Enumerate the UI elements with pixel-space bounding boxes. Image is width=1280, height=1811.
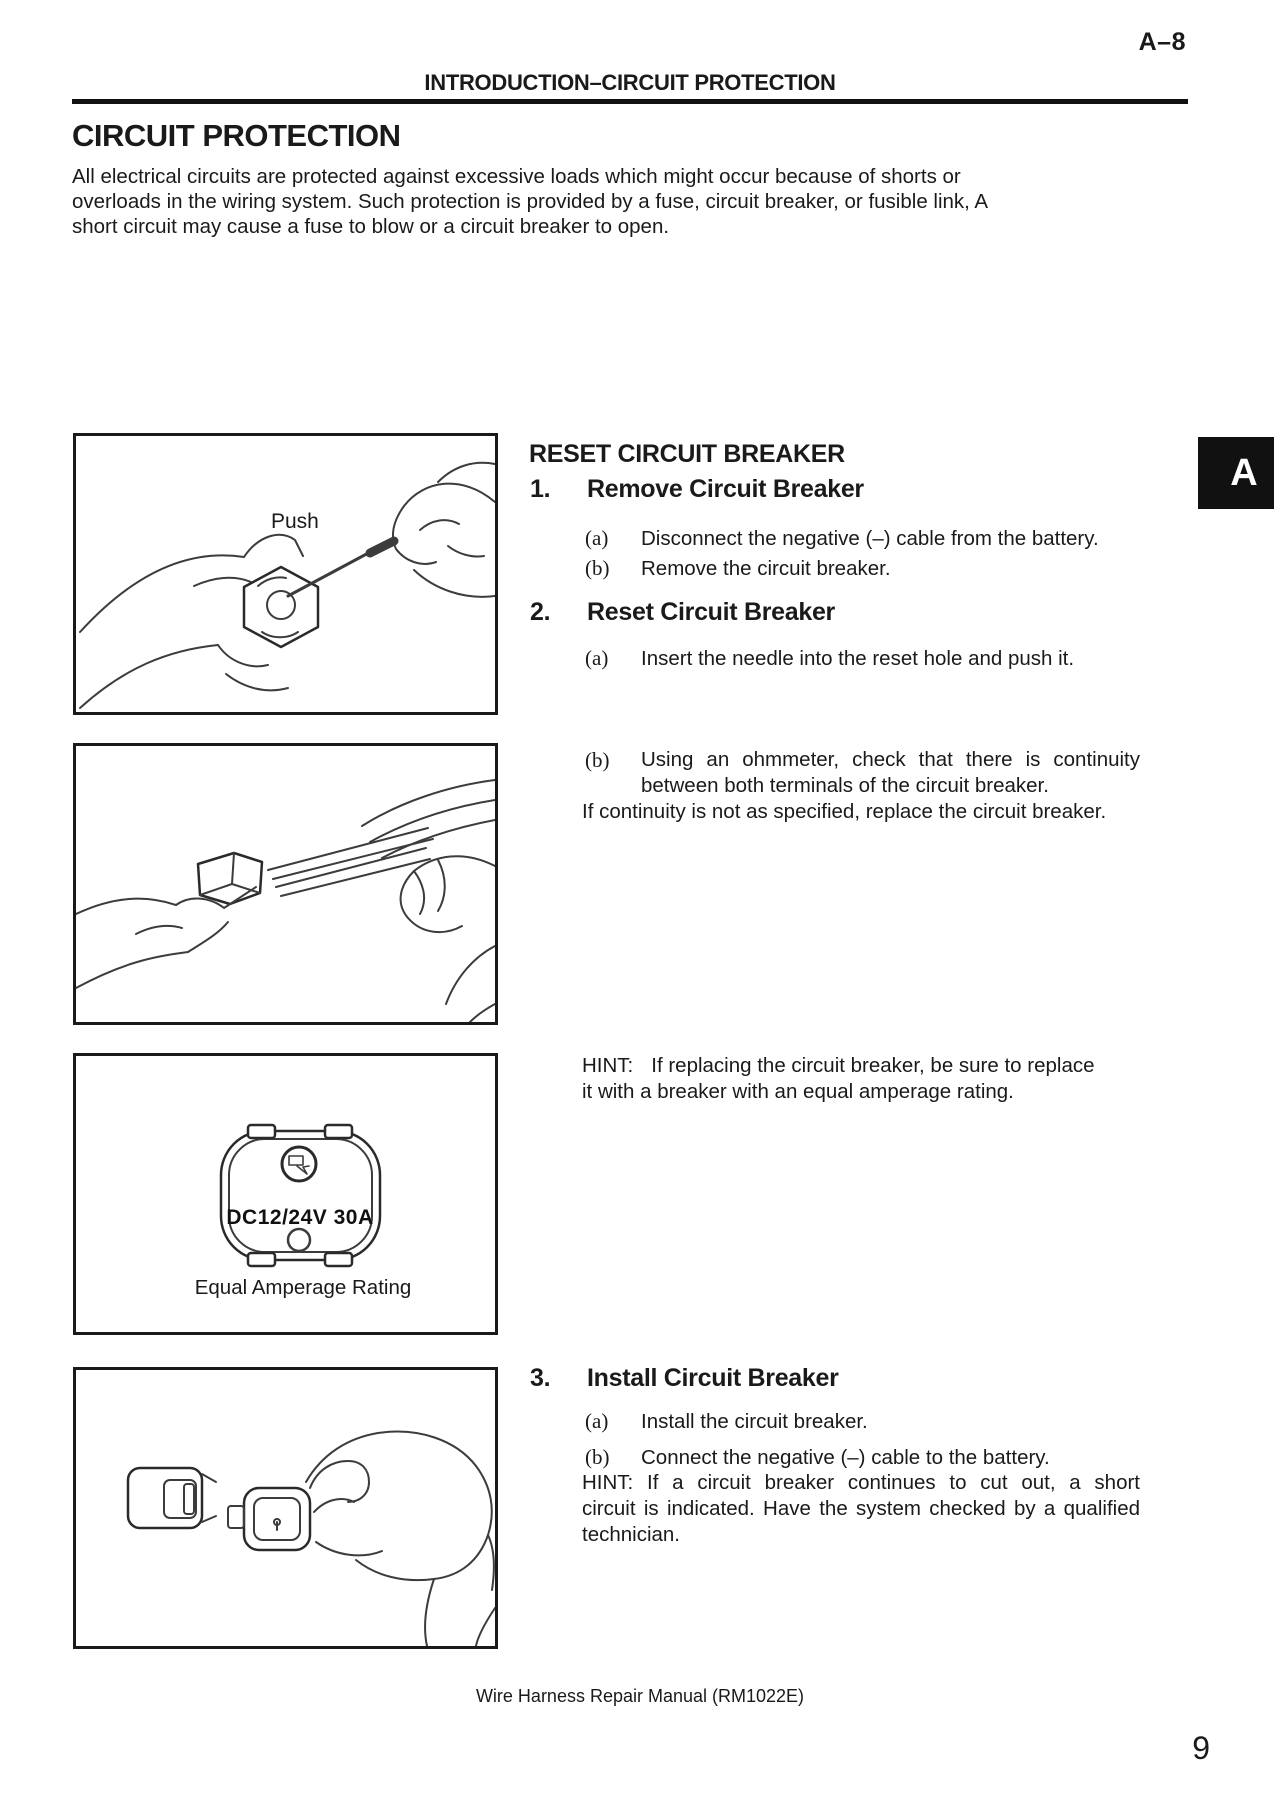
- figure-box-reset-push: [73, 433, 498, 715]
- hint-cutout-line-1: [582, 1470, 1140, 1496]
- step-1-item-b-label: (b): [585, 556, 610, 580]
- figure-box-amperage-rating: [73, 1053, 498, 1335]
- step-1-title: [530, 474, 864, 504]
- install-illustration: [76, 1370, 495, 1646]
- hint-replace-label: HINT:: [582, 1054, 634, 1077]
- intro-paragraph: [72, 164, 988, 239]
- step-2-item-a: [585, 645, 1074, 672]
- step-3-item-a-label: (a): [585, 1409, 609, 1433]
- procedure-heading: RESET CIRCUIT BREAKER: [529, 440, 845, 468]
- step-3-number: 3.: [530, 1364, 551, 1392]
- step-2-item-b-line-2: between both terminals of the circuit breaker.: [641, 774, 1049, 797]
- step-3-item-b-text: Connect the negative (–) cable to the battery.: [641, 1446, 1050, 1469]
- hint-cutout-label: HINT:: [582, 1471, 634, 1494]
- breaker-marking-label: DC12/24V 30A: [226, 1206, 374, 1229]
- section-tab-a: A: [1198, 437, 1274, 509]
- step-2-item-b-line-1: Using an ohmmeter, check that there is continuity: [641, 748, 1140, 771]
- step-2-item-a-text: Insert the needle into the reset hole and push it.: [641, 647, 1075, 670]
- intro-line-1: All electrical circuits are protected against excessive loads which might occur because of shorts or: [72, 165, 961, 188]
- step-2-item-b-label-wrap: [585, 747, 641, 774]
- step-1-item-b-text: Remove the circuit breaker.: [641, 557, 891, 580]
- step-3-item-a: [585, 1408, 868, 1435]
- step-2-title: [530, 597, 835, 627]
- document-title: CIRCUIT PROTECTION: [72, 118, 401, 153]
- step-3-item-b: [585, 1444, 1050, 1471]
- header-rule: [72, 99, 1188, 104]
- step-1-item-a: [585, 525, 1099, 552]
- step-3-title: [530, 1363, 839, 1393]
- step-2-item-b-label: (b): [585, 748, 610, 772]
- intro-line-2: overloads in the wiring system. Such protection is provided by a fuse, circuit breaker, or fusible link, A: [72, 190, 989, 213]
- step-3-item-b-label: (b): [585, 1445, 610, 1469]
- step-3-item-a-text: Install the circuit breaker.: [641, 1410, 868, 1433]
- running-header: INTRODUCTION–CIRCUIT PROTECTION: [424, 70, 836, 95]
- ohmmeter-check-illustration: [76, 746, 495, 1022]
- continuity-note: If continuity is not as specified, replace the circuit breaker.: [582, 800, 1107, 823]
- step-3-title-text: Install Circuit Breaker: [587, 1364, 839, 1392]
- step-2-title-text: Reset Circuit Breaker: [587, 598, 835, 626]
- step-1-item-a-text: Disconnect the negative (–) cable from the battery.: [641, 527, 1099, 550]
- page-corner-label: A–8: [1138, 28, 1186, 56]
- figure-box-ohmmeter-check: [73, 743, 498, 1025]
- footer-title: Wire Harness Repair Manual (RM1022E): [475, 1686, 805, 1706]
- amperage-caption: Equal Amperage Rating: [194, 1276, 412, 1299]
- hint-replace-line-2: it with a breaker with an equal amperage rating.: [582, 1080, 1014, 1103]
- page-number: 9: [1192, 1730, 1210, 1766]
- amperage-rating-illustration: [76, 1056, 495, 1332]
- step-1-number: 1.: [530, 475, 551, 503]
- step-1-title-text: Remove Circuit Breaker: [587, 475, 864, 503]
- step-1-item-b: [585, 555, 891, 582]
- push-label: Push: [271, 510, 319, 533]
- hint-cutout-line-2: circuit is indicated. Have the system checked by a qualified: [582, 1497, 1140, 1520]
- reset-push-illustration: [76, 436, 495, 712]
- step-1-item-a-label: (a): [585, 526, 609, 550]
- hint-replace-line-1: [582, 1053, 1095, 1079]
- intro-line-3: short circuit may cause a fuse to blow or a circuit breaker to open.: [72, 215, 670, 238]
- step-2-item-a-label: (a): [585, 646, 609, 670]
- hint-cutout-line-3: technician.: [582, 1523, 681, 1546]
- figure-box-install: [73, 1367, 498, 1649]
- step-2-number: 2.: [530, 598, 551, 626]
- hint-cutout-text-1: If a circuit breaker continues to cut out, a short: [647, 1471, 1140, 1494]
- hint-cutout: [582, 1470, 1140, 1548]
- hint-replace-text-1: If replacing the circuit breaker, be sure to replace: [651, 1054, 1095, 1077]
